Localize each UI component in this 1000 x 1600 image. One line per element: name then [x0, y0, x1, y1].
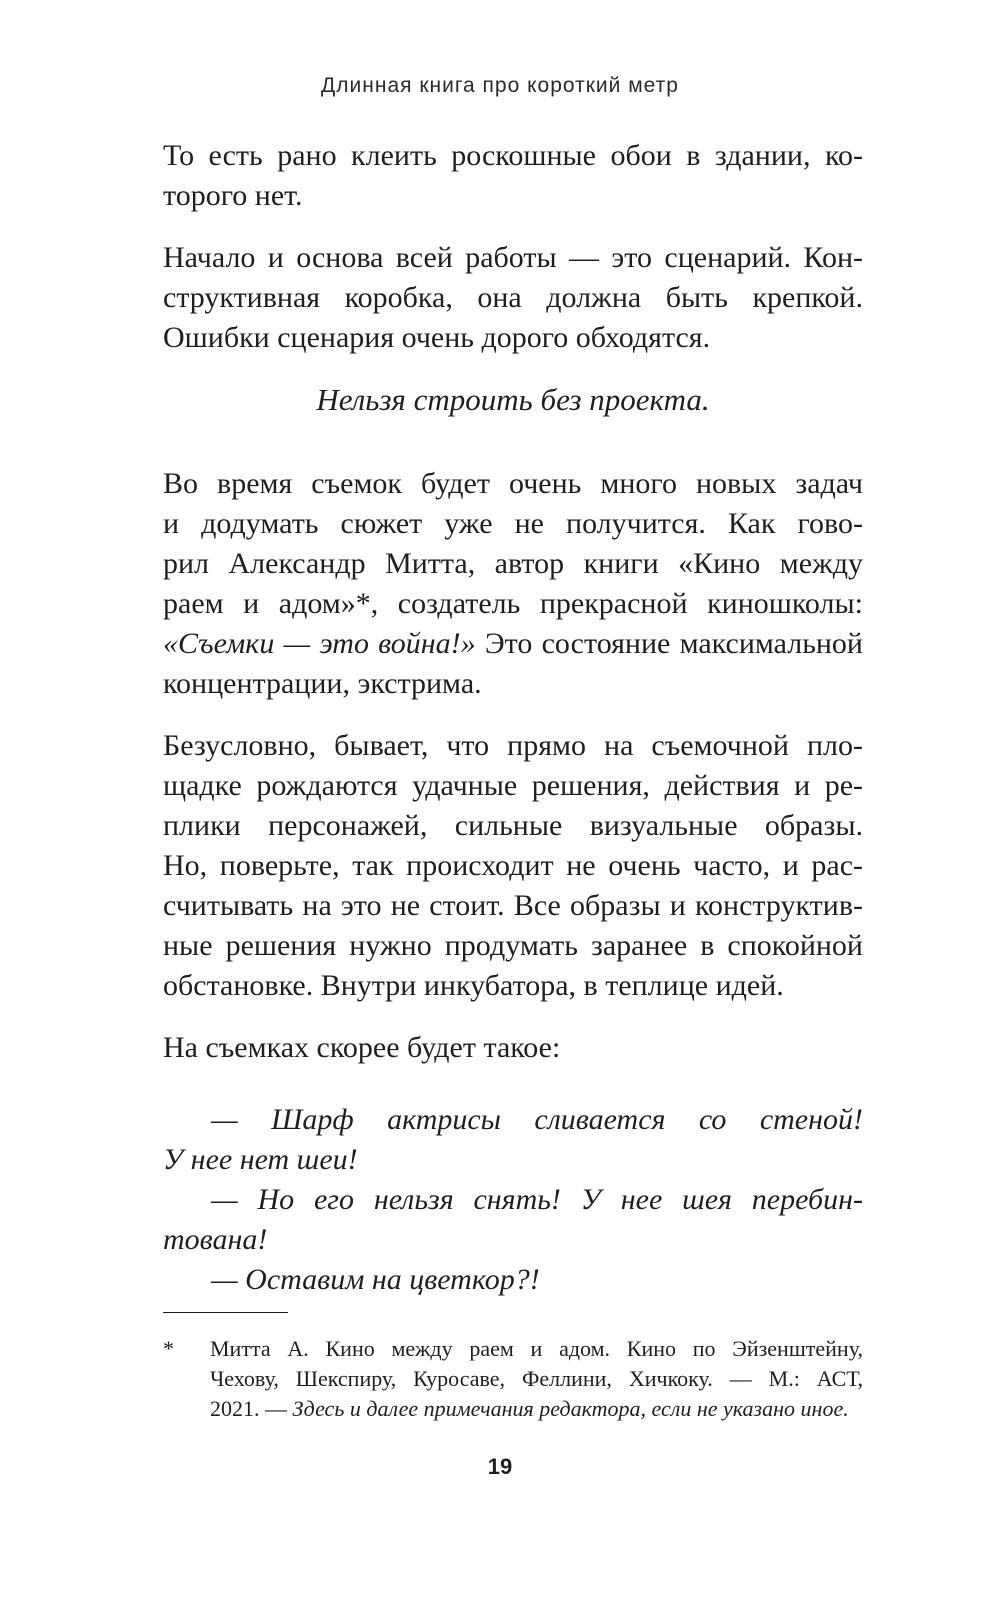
- text-line: На съемках скорее будет такое:: [163, 1031, 561, 1064]
- text-line: Ошибки сценария очень дорого обходятся.: [163, 321, 711, 354]
- text-line: обстановке. Внутри инкубатора, в теплице идей.: [163, 969, 784, 1002]
- footnote-marker: *: [163, 1336, 174, 1361]
- text-line: То есть рано клеить роскошные обои в здании, ко-: [163, 139, 863, 172]
- text-line: рил Александр Митта, автор книги «Кино между: [163, 547, 863, 580]
- text-line: торого нет.: [163, 179, 303, 212]
- text-line: структивная коробка, она должна быть крепкой.: [163, 281, 863, 314]
- footnote-line: [210, 1394, 863, 1424]
- inline-quote: «Съемки — это война!»: [163, 627, 476, 660]
- footnote-line: Чехову, Шекспиру, Куросаве, Феллини, Хичкоку. — М.: АСТ,: [210, 1366, 863, 1391]
- dialogue-line: У нее нет шеи!: [163, 1143, 358, 1176]
- paragraph-script: [163, 238, 863, 358]
- footnote-line: Митта А. Кино между раем и адом. Кино по Эйзенштейну,: [210, 1336, 863, 1361]
- dialogue-block: [163, 1100, 863, 1300]
- footnote-year: 2021. —: [210, 1396, 293, 1421]
- running-title: Длинная книга про короткий метр: [321, 74, 679, 97]
- text-line: Безусловно, бывает, что прямо на съемочной пло-: [163, 729, 863, 762]
- editor-note: Здесь и далее примечания редактора, если не указано иное.: [292, 1396, 849, 1421]
- paragraph-intro-dialogue: [163, 1028, 863, 1068]
- paragraph-on-set: [163, 726, 863, 1006]
- text-line: считывать на это не стоит. Все образы и конструктив-: [163, 889, 863, 922]
- text-line: Начало и основа всей работы — это сценарий. Кон-: [163, 241, 863, 274]
- paragraph-mitta: [163, 464, 863, 704]
- text-line: плики персонажей, сильные визуальные образы.: [163, 809, 863, 842]
- dialogue-line: тована!: [163, 1223, 268, 1256]
- footnote: [163, 1334, 863, 1424]
- dialogue-line: — Шарф актрисы сливается со стеной!: [211, 1103, 863, 1136]
- dialogue-line: — Но его нельзя снять! У нее шея перебин-: [211, 1183, 863, 1216]
- text-line-with-quote: [163, 624, 863, 664]
- text-line: щадке рождаются удачные решения, действия и ре-: [163, 769, 863, 802]
- page-number: 19: [487, 1454, 513, 1479]
- text-line: раем и адом»*, создатель прекрасной киношколы:: [163, 587, 863, 620]
- quote-tail: Это состояние максимальной: [475, 627, 863, 660]
- main-text: [163, 136, 863, 1300]
- paragraph-wallpaper: [163, 136, 863, 216]
- text-line: Но, поверьте, так происходит не очень часто, и рас-: [163, 849, 863, 882]
- text-line: и додумать сюжет уже не получится. Как гово-: [163, 507, 863, 540]
- text-line: Во время съемок будет очень много новых задач: [163, 467, 863, 500]
- dialogue-line: — Оставим на цветкор?!: [211, 1263, 540, 1296]
- text-line: концентрации, экстрима.: [163, 667, 482, 700]
- epigraph: Нельзя строить без проекта.: [316, 382, 710, 417]
- footnote-body: [210, 1334, 863, 1424]
- text-line: ные решения нужно продумать заранее в спокойной: [163, 929, 863, 962]
- footnote-divider: [163, 1312, 288, 1313]
